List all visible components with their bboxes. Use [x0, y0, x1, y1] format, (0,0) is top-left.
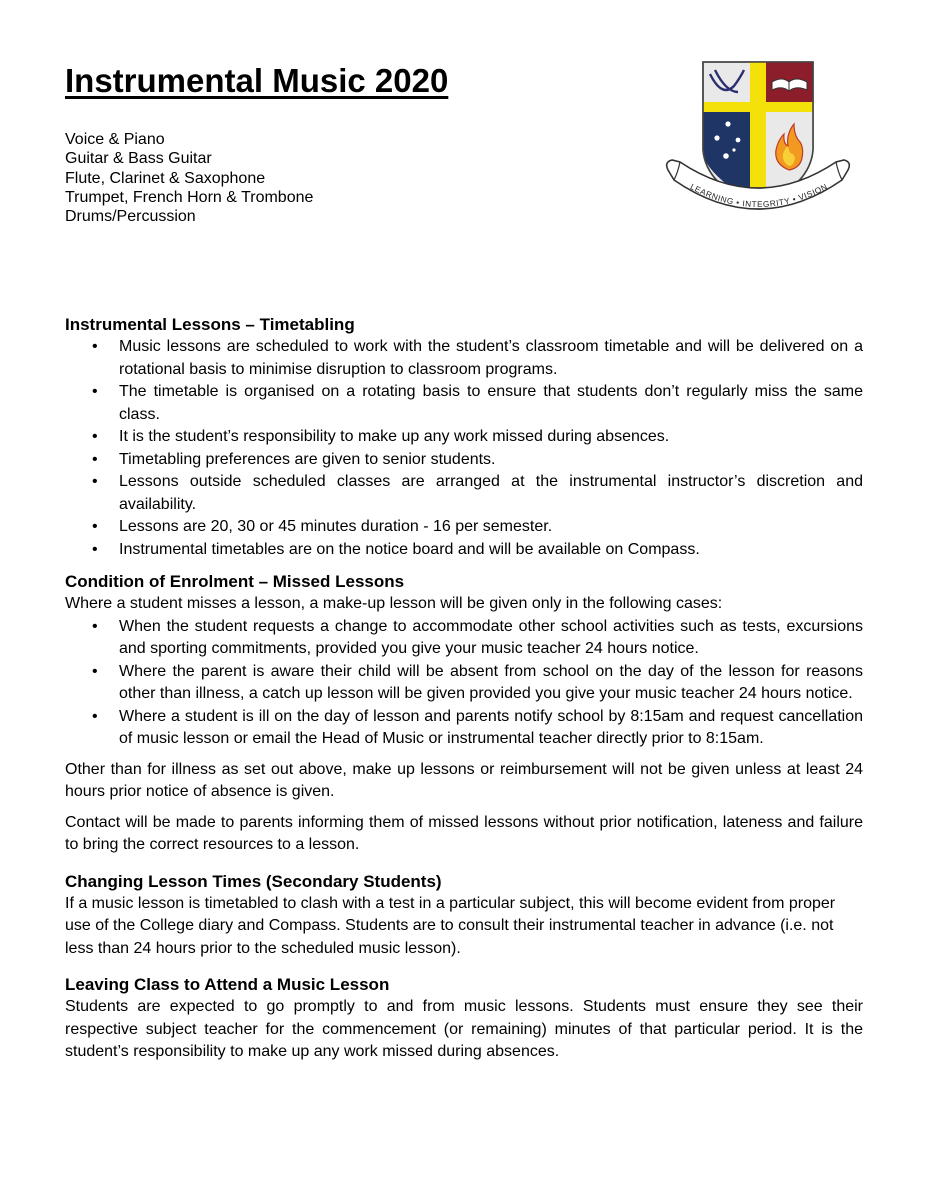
list-item: • Music lessons are scheduled to work with the student’s classroom timetable and will be delivered on a rotational basis to minimise disruption to classroom programs. [92, 338, 863, 378]
bullet-icon: • [92, 473, 98, 490]
instrument-item: Drums/Percussion [65, 208, 196, 226]
list-item: • The timetable is organised on a rotating basis to ensure that students don’t regularly miss the same class. [92, 383, 863, 423]
bullet-icon: • [92, 450, 98, 468]
main-content [65, 314, 863, 1064]
section-leaving-class [65, 974, 863, 1064]
instrument-item: Voice & Piano [65, 131, 165, 148]
bullet-icon: • [92, 338, 98, 355]
list-item: • Where the parent is aware their child will be absent from school on the day of the lesson for reasons other than illness, a catch up lesson will be given provided you give your music teacher 24 hours notice. [92, 662, 863, 702]
instrument-item: Flute, Clarinet & Saxophone [65, 169, 266, 187]
instrument-list [65, 130, 313, 226]
list-item: • Instrumental timetables are on the notice board and will be available on Compass. [65, 539, 863, 562]
section-heading: Instrumental Lessons – Timetabling [65, 315, 355, 334]
paragraph: Contact will be made to parents informing them of missed lessons without prior notification, lateness and failure to bring the correct resources to a lesson. [65, 813, 863, 853]
missed-lessons-bullet-list [65, 616, 863, 751]
paragraph: Students are expected to go promptly to and from music lessons. Students must ensure they see their respective subject teacher for the commencement (or remaining) minutes of that particular period. It is the student’s responsibility to make up any work missed during absences. [65, 998, 863, 1060]
bullet-icon: • [92, 428, 98, 445]
bullet-icon: • [92, 707, 98, 725]
crest-motto: LEARNING • INTEGRITY • VISION [688, 182, 830, 210]
paragraph: If a music lesson is timetabled to clash with a test in a particular subject, this will become evident from proper use of the College diary and Compass. Students are to consult their instrumental teacher in advance (i.e. not less than 24 hours prior to the scheduled music lesson). [65, 894, 836, 957]
section-heading: Changing Lesson Times (Secondary Students) [65, 871, 442, 891]
section-heading: Leaving Class to Attend a Music Lesson [65, 975, 390, 994]
bullet-icon: • [92, 383, 98, 400]
college-crest-logo [660, 58, 856, 224]
list-item: • Lessons outside scheduled classes are arranged at the instrumental instructor’s discretion and availability. [92, 473, 863, 513]
instrument-item: Guitar & Bass Guitar [65, 150, 212, 168]
bullet-icon: • [92, 617, 98, 635]
section-heading: Condition of Enrolment – Missed Lessons [65, 572, 405, 591]
crest-gold-cross-vertical [750, 62, 766, 204]
list-item: • Timetabling preferences are given to senior students. [65, 449, 863, 472]
timetabling-bullet-list [65, 336, 863, 561]
list-item: • Lessons are 20, 30 or 45 minutes duration - 16 per semester. [65, 516, 863, 539]
section-timetabling [65, 314, 863, 561]
list-item: • When the student requests a change to accommodate other school activities such as tests, excursions and sporting commitments, provided you give your music teacher 24 hours notice. [92, 617, 863, 657]
instrument-item: Trumpet, French Horn & Trombone [65, 188, 314, 206]
bullet-icon: • [92, 662, 98, 680]
section-intro: Where a student misses a lesson, a make-up lesson will be given only in the following cases: [65, 595, 723, 612]
bullet-icon: • [92, 518, 98, 535]
crest-gold-cross-horizontal [703, 102, 813, 112]
page-title: Instrumental Music 2020 [65, 62, 449, 99]
paragraph: Other than for illness as set out above, make up lessons or reimbursement will not be given unless at least 24 hours prior notice of absence is given. [65, 760, 863, 800]
bullet-icon: • [92, 540, 98, 558]
list-item: • Where a student is ill on the day of lesson and parents notify school by 8:15am and request cancellation of music lesson or email the Head of Music or instrumental teacher directly prior to 8:15am. [92, 707, 863, 747]
section-changing-lesson-times [65, 871, 863, 961]
list-item: • It is the student’s responsibility to make up any work missed during absences. [65, 426, 863, 449]
section-missed-lessons [65, 571, 863, 857]
